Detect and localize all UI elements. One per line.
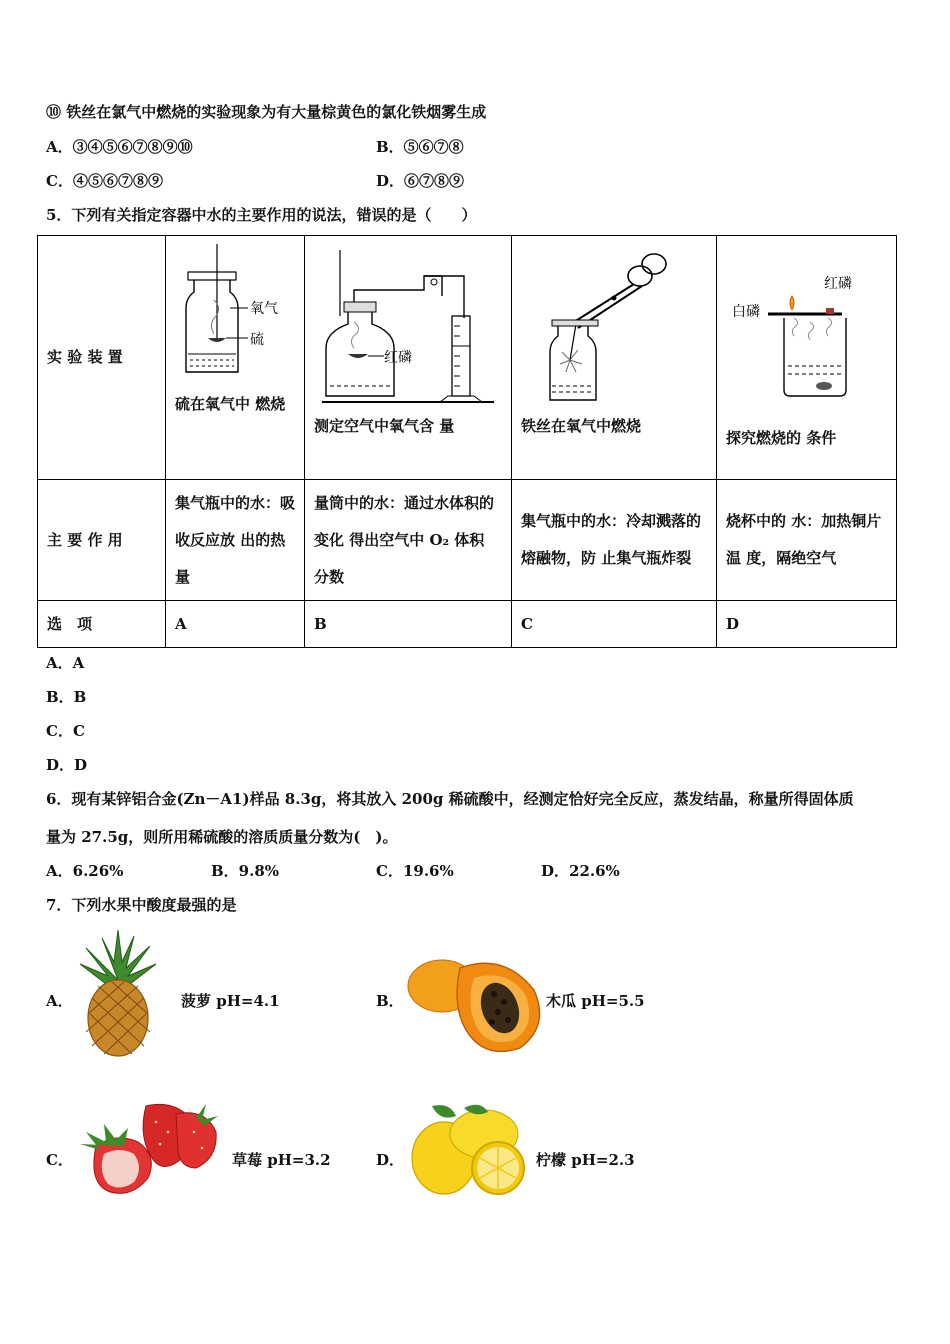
papaya-image (404, 950, 546, 1054)
caption-phosphorus-air: 测定空气中氧气含 量 (314, 417, 455, 435)
function-c: 集气瓶中的水：冷却溅落的熔融物，防 止集气瓶炸裂 (512, 480, 717, 601)
label-red-phosphorus: 红磷 (384, 350, 412, 366)
lemon-image (404, 1100, 530, 1200)
label-red-phosphorus-2: 红磷 (823, 276, 852, 292)
q5-answer-c[interactable]: C．C (46, 722, 85, 740)
q7-stem: 7．下列水果中酸度最强的是 (46, 896, 237, 914)
q6-option-d[interactable]: D．22.6% (541, 862, 620, 880)
cell-iron-wire (512, 236, 717, 480)
q7-option-c-letter[interactable]: C． (46, 1151, 73, 1169)
function-b: 量筒中的水：通过水体积的变化 得出空气中 O₂ 体积 分数 (305, 480, 512, 601)
row-header-apparatus: 实 验 装 置 (38, 236, 166, 480)
q7-option-a-letter[interactable]: A． (46, 992, 73, 1010)
q7-option-d-text: 柠檬 pH=2.3 (536, 1151, 635, 1169)
q5-stem: 5．下列有关指定容器中水的主要作用的说法，错误的是（ ） (46, 206, 477, 224)
table-option-d: D (717, 601, 897, 648)
cell-sulfur (166, 236, 305, 480)
pineapple-image (72, 928, 164, 1058)
q6-option-a[interactable]: A．6.26% (46, 862, 124, 880)
table-option-c: C (512, 601, 717, 648)
q7-option-b-letter[interactable]: B． (376, 992, 404, 1010)
iron-wire-diagram (544, 236, 684, 408)
cell-combustion-conditions (717, 236, 897, 480)
combustion-conditions-diagram (732, 270, 882, 420)
row-header-option: 选 项 (38, 601, 166, 648)
q7-option-b-text: 木瓜 pH=5.5 (546, 992, 645, 1010)
q6-stem-line2: 量为 27.5g，则所用稀硫酸的溶质质量分数为( )。 (46, 828, 398, 846)
table-option-a: A (166, 601, 305, 648)
caption-iron-wire: 铁丝在氧气中燃烧 (521, 417, 642, 435)
caption-combustion-conditions: 探究燃烧的 条件 (726, 429, 837, 447)
q7-option-a-text: 菠萝 pH=4.1 (181, 992, 280, 1010)
table-option-b: B (305, 601, 512, 648)
label-sulfur: 硫 (250, 332, 264, 348)
air-oxygen-measure-diagram (314, 236, 504, 408)
q6-option-b[interactable]: B．9.8% (211, 862, 280, 880)
q4-item-10: ⑩ 铁丝在氯气中燃烧的实验现象为有大量棕黄色的氯化铁烟雾生成 (46, 103, 487, 121)
q6-option-c[interactable]: C．19.6% (376, 862, 454, 880)
q7-option-c-text: 草莓 pH=3.2 (232, 1151, 331, 1169)
q4-option-a[interactable]: A．③④⑤⑥⑦⑧⑨⑩ (46, 138, 193, 156)
cell-phosphorus-air (305, 236, 512, 480)
q7-option-d-letter[interactable]: D． (376, 1151, 405, 1169)
sulfur-oxygen-diagram (176, 236, 294, 386)
caption-sulfur: 硫在氧气中 燃烧 (175, 395, 286, 413)
q5-answer-b[interactable]: B．B (46, 688, 87, 706)
row-header-function: 主 要 作 用 (38, 480, 166, 601)
strawberry-image (76, 1098, 224, 1198)
label-white-phosphorus: 白磷 (731, 304, 760, 320)
q5-table (37, 235, 897, 648)
q5-answer-a[interactable]: A．A (46, 654, 85, 672)
q4-option-c[interactable]: C．④⑤⑥⑦⑧⑨ (46, 172, 163, 190)
q4-option-b[interactable]: B．⑤⑥⑦⑧ (376, 138, 464, 156)
function-d: 烧杯中的 水：加热铜片温 度，隔绝空气 (717, 480, 897, 601)
q5-answer-d[interactable]: D．D (46, 756, 88, 774)
function-a: 集气瓶中的水：吸收反应放 出的热量 (166, 480, 305, 601)
label-oxygen: 氧气 (250, 301, 278, 317)
q4-option-d[interactable]: D．⑥⑦⑧⑨ (376, 172, 465, 190)
q6-stem-line1: 6．现有某锌铝合金(Zn－A1)样品 8.3g，将其放入 200g 稀硫酸中，经测定恰好完全反应，蒸发结晶，称量所得固体质 (46, 790, 854, 808)
